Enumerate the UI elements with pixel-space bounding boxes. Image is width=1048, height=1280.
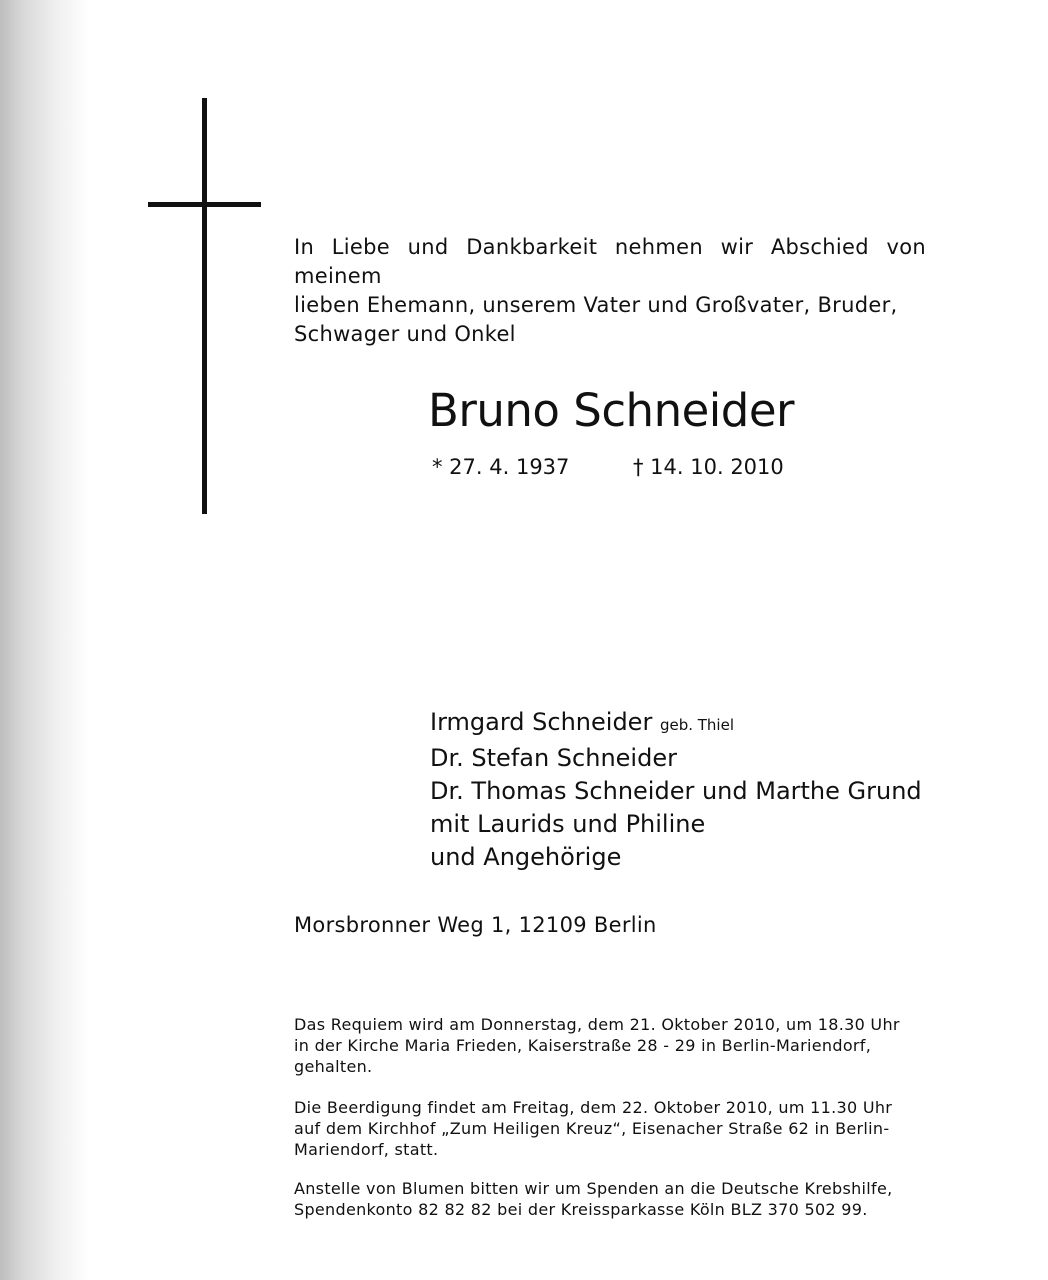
mourner-maiden-name: geb. Thiel [659, 716, 734, 734]
notice-line: gehalten. [294, 1057, 373, 1076]
mourners-list [430, 706, 922, 874]
donation-notice [294, 1178, 926, 1220]
life-dates [432, 455, 852, 479]
mourner-item: mit Laurids und Philine [430, 810, 706, 838]
notice-line: Anstelle von Blumen bitten wir um Spenden an die Deutsche Krebshilfe, [294, 1179, 893, 1198]
page-edge-shadow [0, 0, 90, 1280]
mourner-item: Dr. Stefan Schneider [430, 744, 677, 772]
intro-text [294, 233, 926, 349]
family-address: Morsbronner Weg 1, 12109 Berlin [294, 913, 657, 937]
deceased-name: Bruno Schneider [428, 384, 795, 437]
cross-horizontal-bar [148, 202, 261, 207]
cross-vertical-bar [202, 98, 207, 514]
intro-line: lieben Ehemann, unserem Vater und Großvater, Bruder, [294, 293, 898, 317]
notice-line: Die Beerdigung findet am Freitag, dem 22. Oktober 2010, um 11.30 Uhr [294, 1098, 893, 1117]
notice-line: auf dem Kirchhof „Zum Heiligen Kreuz“, Eisenacher Straße 62 in Berlin- [294, 1119, 890, 1138]
intro-line: Schwager und Onkel [294, 322, 516, 346]
requiem-notice [294, 1014, 926, 1077]
mourner-item: und Angehörige [430, 843, 622, 871]
intro-line: In Liebe und Dankbarkeit nehmen wir Abschied von meinem [294, 235, 926, 288]
notice-line: Spendenkonto 82 82 82 bei der Kreissparkasse Köln BLZ 370 502 99. [294, 1200, 868, 1219]
notice-line: in der Kirche Maria Frieden, Kaiserstraße 28 - 29 in Berlin-Mariendorf, [294, 1036, 872, 1055]
birth-date: * 27. 4. 1937 [432, 455, 570, 479]
notice-line: Das Requiem wird am Donnerstag, dem 21. Oktober 2010, um 18.30 Uhr [294, 1015, 900, 1034]
death-date: † 14. 10. 2010 [633, 455, 784, 479]
mourner-item: Dr. Thomas Schneider und Marthe Grund [430, 777, 922, 805]
mourner-name: Irmgard Schneider [430, 708, 653, 736]
mourner-item [430, 706, 922, 742]
notice-line: Mariendorf, statt. [294, 1140, 439, 1159]
funeral-notice [294, 1097, 926, 1160]
